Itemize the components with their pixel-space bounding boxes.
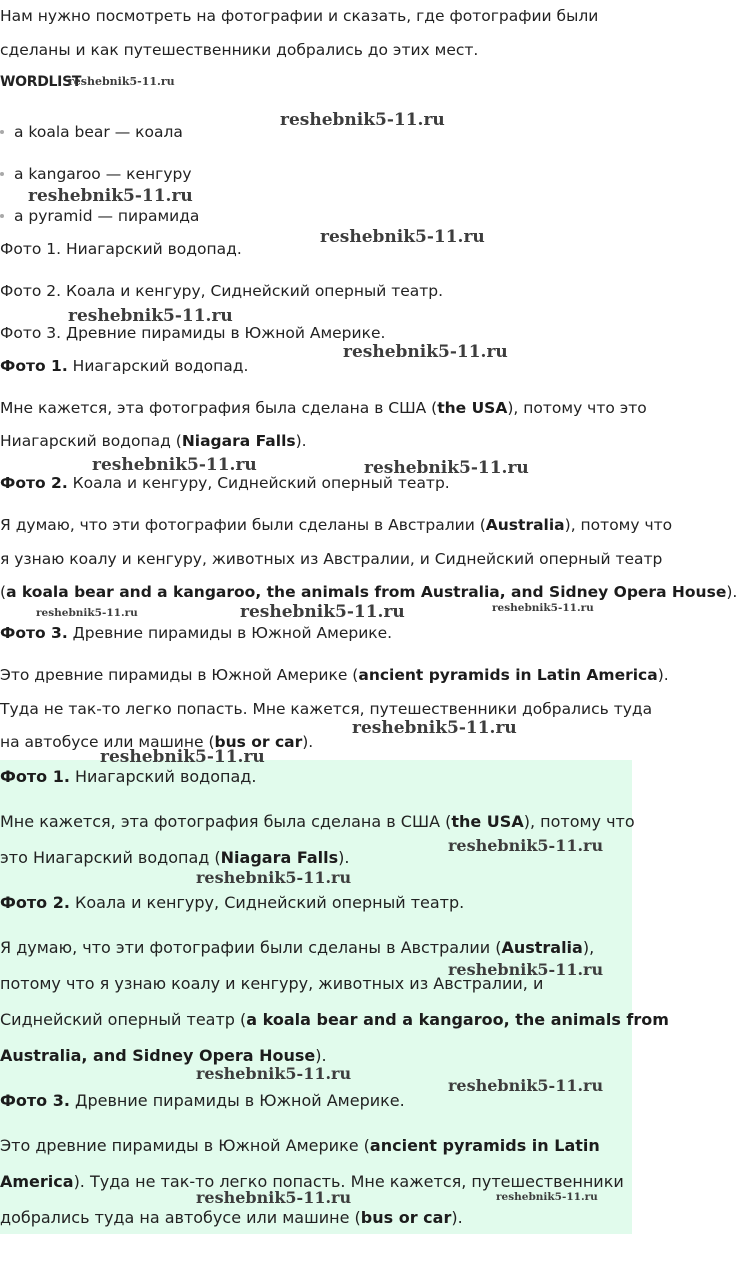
watermark: reshebnik5-11.ru [196, 1188, 352, 1207]
watermark: reshebnik5-11.ru [196, 868, 352, 887]
watermark: reshebnik5-11.ru [36, 607, 138, 619]
watermark: reshebnik5-11.ru [68, 306, 233, 326]
answer-text: Ниагарский водопад (Niagara Falls). [0, 432, 307, 450]
answer-text: Это древние пирамиды в Южной Америке (ancient pyramids in Latin America). [0, 666, 669, 684]
watermark: reshebnik5-11.ru [280, 110, 445, 130]
list-item: a koala bear — коала [14, 121, 183, 143]
watermark: reshebnik5-11.ru [492, 602, 594, 614]
answer-text: добрались туда на автобусе или машине (bus or car). [0, 1208, 463, 1227]
answer-text: это Ниагарский водопад (Niagara Falls). [0, 848, 350, 867]
answer-text: Australia, and Sidney Opera House). [0, 1046, 327, 1065]
watermark: reshebnik5-11.ru [364, 458, 529, 478]
intro-line: сделаны и как путешественники добрались до этих мест. [0, 41, 479, 59]
answer-text: (a koala bear and a kangaroo, the animals from Australia, and Sidney Opera House). [0, 583, 737, 601]
answer-text: на автобусе или машине (bus or car). [0, 733, 314, 751]
answer-text: Это древние пирамиды в Южной Америке (ancient pyramids in Latin [0, 1136, 600, 1155]
watermark: reshebnik5-11.ru [448, 1076, 604, 1095]
answer-photo-3-heading: Фото 3. Древние пирамиды в Южной Америке. [0, 624, 393, 642]
bullet-icon [0, 214, 4, 218]
answer-text: потому что я узнаю коалу и кенгуру, животных из Австралии, и [0, 974, 544, 993]
watermark: reshebnik5-11.ru [100, 747, 265, 767]
answer-text: Мне кажется, эта фотография была сделана в США (the USA), потому что [0, 812, 635, 831]
answer-text: Туда не так-то легко попасть. Мне кажется, путешественники добрались туда [0, 700, 653, 718]
watermark: reshebnik5-11.ru [240, 602, 405, 622]
watermark: reshebnik5-11.ru [92, 455, 257, 475]
watermark: reshebnik5-11.ru [28, 186, 193, 206]
answer-photo-1-heading: Фото 1. Ниагарский водопад. [0, 767, 257, 786]
list-item: a kangaroo — кенгуру [14, 163, 192, 185]
watermark: reshebnik5-11.ru [68, 75, 175, 88]
bullet-icon [0, 172, 4, 176]
watermark: reshebnik5-11.ru [352, 718, 517, 738]
watermark: reshebnik5-11.ru [496, 1191, 598, 1203]
answer-text: Мне кажется, эта фотография была сделана в США (the USA), потому что это [0, 399, 647, 417]
watermark: reshebnik5-11.ru [320, 227, 485, 247]
answer-text: America). Туда не так-то легко попасть. Мне кажется, путешественники [0, 1172, 624, 1191]
answer-text: Сиднейский оперный театр (a koala bear and a kangaroo, the animals from [0, 1010, 669, 1029]
watermark: reshebnik5-11.ru [343, 342, 508, 362]
answer-photo-1-heading: Фото 1. Ниагарский водопад. [0, 357, 249, 375]
wordlist-title: WORDLIST [0, 74, 82, 90]
bullet-icon [0, 130, 4, 134]
list-item: a pyramid — пирамида [14, 205, 199, 227]
answer-photo-2-heading: Фото 2. Коала и кенгуру, Сиднейский оперный театр. [0, 474, 450, 492]
answer-photo-2-heading: Фото 2. Коала и кенгуру, Сиднейский оперный театр. [0, 893, 465, 912]
answer-text: Я думаю, что эти фотографии были сделаны в Австралии (Australia), потому что [0, 516, 673, 534]
watermark: reshebnik5-11.ru [448, 960, 604, 979]
photo-caption: Фото 2. Коала и кенгуру, Сиднейский оперный театр. [0, 282, 444, 300]
photo-caption: Фото 1. Ниагарский водопад. [0, 240, 242, 258]
answer-text: Я думаю, что эти фотографии были сделаны в Австралии (Australia), [0, 938, 595, 957]
watermark: reshebnik5-11.ru [196, 1064, 352, 1083]
answer-photo-3-heading: Фото 3. Древние пирамиды в Южной Америке. [0, 1091, 405, 1110]
answer-text: я узнаю коалу и кенгуру, животных из Австралии, и Сиднейский оперный театр [0, 550, 663, 568]
watermark: reshebnik5-11.ru [448, 836, 604, 855]
photo-caption: Фото 3. Древние пирамиды в Южной Америке. [0, 324, 386, 342]
intro-line: Нам нужно посмотреть на фотографии и сказать, где фотографии были [0, 7, 599, 25]
